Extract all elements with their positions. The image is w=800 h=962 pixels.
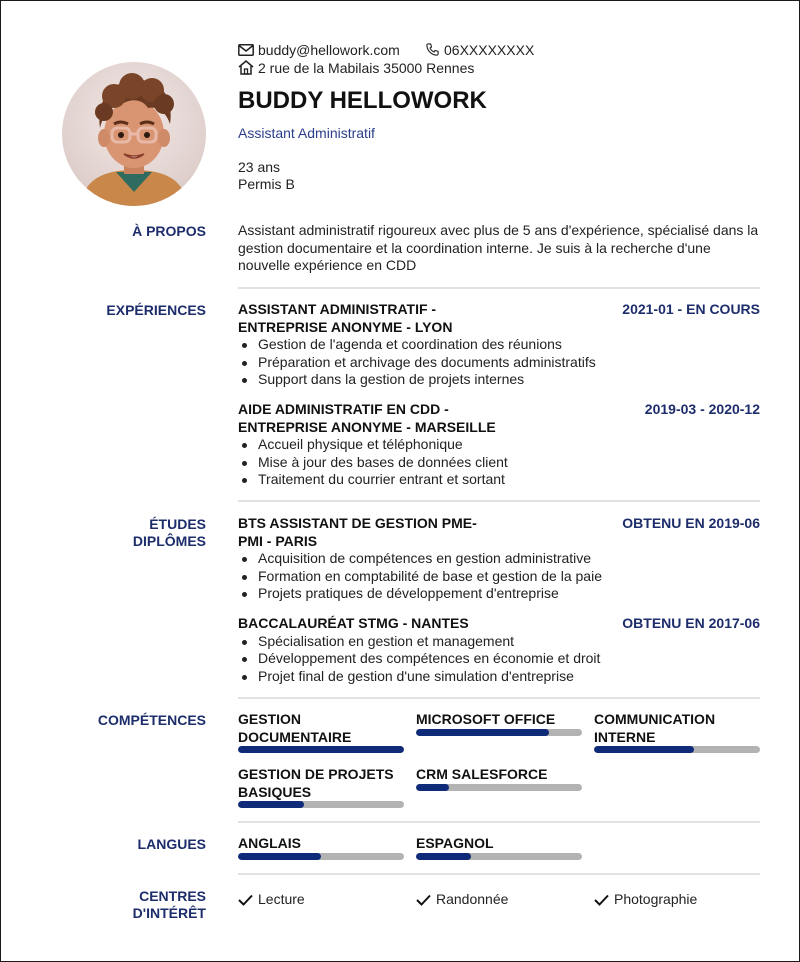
skill-name: CRM SALESFORCE (416, 766, 548, 782)
skill-name: COMMUNICATION (594, 711, 716, 727)
skill-bar-fill (594, 746, 694, 753)
language-name: ANGLAIS (238, 835, 301, 851)
envelope-icon (238, 44, 254, 56)
home-icon (238, 60, 254, 75)
address-text: 2 rue de la Mabilais 35000 Rennes (258, 60, 475, 76)
age: 23 ans (238, 159, 281, 175)
skill-bar (594, 746, 760, 753)
divider (238, 500, 760, 502)
job-title: Assistant Administratif (238, 125, 375, 141)
list-item: Acquisition de compétences en gestion administrative (238, 550, 760, 568)
email-text[interactable]: buddy@hellowork.com (258, 42, 400, 58)
interests-label-line: CENTRES (139, 888, 206, 904)
education-item (238, 615, 760, 685)
divider (238, 287, 760, 289)
skill-bar-fill (238, 746, 404, 753)
interest-item (238, 891, 305, 908)
experience-company: ENTREPRISE ANONYME - MARSEILLE (238, 418, 496, 435)
skill-bar (416, 729, 582, 736)
list-item: Support dans la gestion de projets internes (238, 371, 760, 389)
check-icon (416, 894, 431, 906)
email-row (238, 42, 400, 60)
interest-item (416, 891, 508, 908)
language-bar-fill (238, 853, 321, 860)
divider (238, 873, 760, 875)
degree-date: OBTENU EN 2017-06 (622, 615, 760, 631)
list-item: Formation en comptabilité de base et gestion de la paie (238, 568, 760, 586)
skill-name: GESTION (238, 711, 302, 727)
language-name: ESPAGNOL (416, 835, 494, 851)
experience-item (238, 401, 760, 489)
skill-bar (238, 746, 404, 753)
list-item: Projet final de gestion d'une simulation d'entreprise (238, 668, 760, 686)
interests-label (41, 888, 206, 922)
experience-company: ENTREPRISE ANONYME - LYON (238, 318, 453, 335)
education-label (41, 516, 206, 550)
language-item (416, 835, 582, 853)
list-item: Spécialisation en gestion et management (238, 633, 760, 651)
check-icon (238, 894, 253, 906)
interest-label: Randonnée (436, 891, 509, 907)
experience-item (238, 301, 760, 389)
interest-label: Lecture (258, 891, 305, 907)
education-label-line: ÉTUDES (149, 516, 206, 532)
divider (238, 697, 760, 699)
skills-label: COMPÉTENCES (97, 712, 206, 728)
skill-name: MICROSOFT OFFICE (416, 711, 556, 727)
phone-icon (425, 42, 440, 57)
education-label-line: DIPLÔMES (132, 533, 206, 549)
avatar-illustration (62, 62, 206, 206)
experience-title: ASSISTANT ADMINISTRATIF - (238, 301, 437, 317)
skill-bar (416, 784, 582, 791)
skill-bar (238, 801, 404, 808)
degree-location: PMI - PARIS (238, 532, 318, 549)
skill-item (594, 711, 760, 746)
skill-name: BASIQUES (238, 783, 312, 800)
languages-label: LANGUES (137, 836, 206, 852)
list-item: Traitement du courrier entrant et sortant (238, 471, 760, 489)
check-icon (594, 894, 609, 906)
interest-item (594, 891, 697, 908)
driving-license: Permis B (238, 176, 295, 192)
skill-bar-fill (416, 784, 449, 791)
skill-item (416, 766, 582, 784)
language-item (238, 835, 404, 853)
skill-name: INTERNE (594, 728, 656, 745)
interests-label-line: D'INTÉRÊT (132, 905, 206, 921)
experience-date: 2021-01 - EN COURS (622, 301, 760, 317)
list-item: Projets pratiques de développement d'entreprise (238, 585, 760, 603)
list-item: Accueil physique et téléphonique (238, 436, 760, 454)
avatar (62, 62, 206, 206)
candidate-name: BUDDY HELLOWORK (238, 87, 487, 114)
degree-title: BTS ASSISTANT DE GESTION PME- (238, 515, 477, 531)
skill-item (416, 711, 582, 729)
experience-date: 2019-03 - 2020-12 (644, 401, 760, 417)
divider (238, 821, 760, 823)
experiences-label: EXPÉRIENCES (106, 302, 206, 318)
about-label: À PROPOS (132, 223, 206, 239)
skill-item (238, 766, 404, 801)
language-bar (416, 853, 582, 860)
skill-item (238, 711, 404, 746)
skill-name: DOCUMENTAIRE (238, 728, 352, 745)
language-bar (238, 853, 404, 860)
language-bar-fill (416, 853, 471, 860)
phone-row (425, 42, 534, 60)
list-item: Préparation et archivage des documents administratifs (238, 354, 760, 372)
list-item: Gestion de l'agenda et coordination des réunions (238, 336, 760, 354)
degree-date: OBTENU EN 2019-06 (622, 515, 760, 531)
list-item: Mise à jour des bases de données client (238, 454, 760, 472)
phone-text[interactable]: 06XXXXXXXX (444, 42, 535, 58)
address-row (238, 60, 474, 78)
experience-title: AIDE ADMINISTRATIF EN CDD - (238, 401, 449, 417)
skill-name: GESTION DE PROJETS (238, 766, 394, 782)
interest-label: Photographie (614, 891, 698, 907)
degree-title: BACCALAURÉAT STMG - NANTES (238, 615, 469, 631)
skill-bar-fill (238, 801, 304, 808)
about-text: Assistant administratif rigoureux avec plus de 5 ans d'expérience, spécialisé dans la gestion documentaire et la coordination interne. Je suis à la recherche d'une nouvelle expérience en CDD (238, 222, 759, 273)
education-item (238, 515, 760, 603)
list-item: Développement des compétences en économie et droit (238, 650, 760, 668)
skill-bar-fill (416, 729, 549, 736)
